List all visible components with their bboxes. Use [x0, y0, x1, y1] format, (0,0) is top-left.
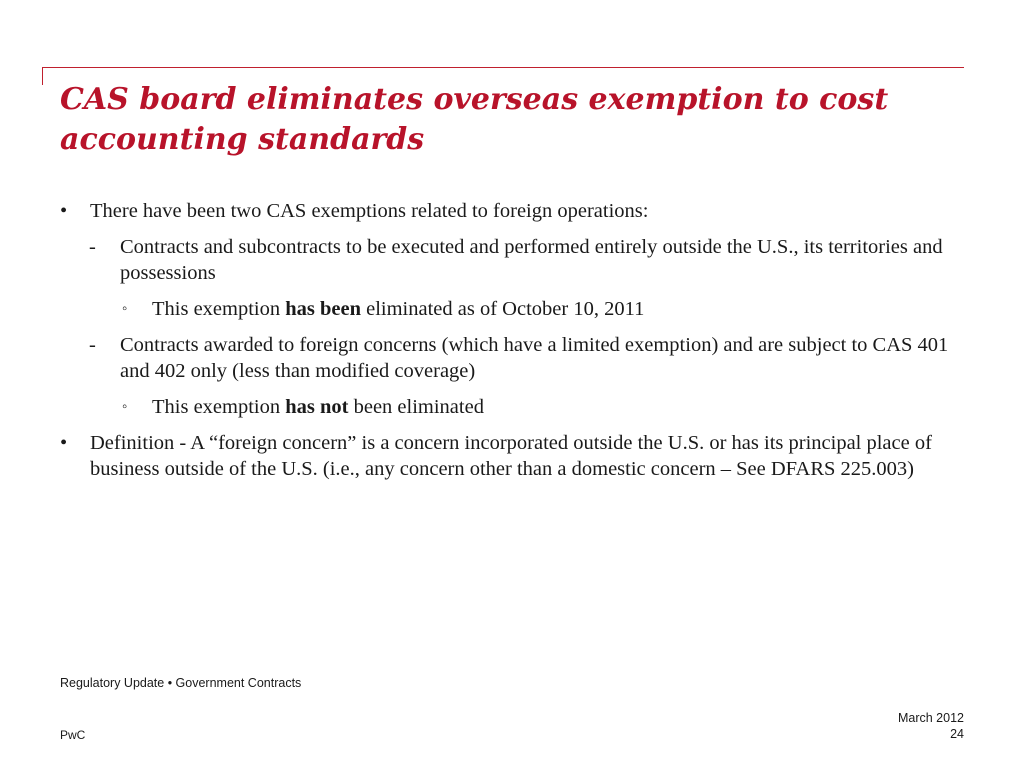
note-text-bold: has not [285, 396, 349, 418]
footer-date-block [898, 710, 964, 742]
bullet-item [60, 198, 965, 224]
sub-bullet-item [60, 332, 965, 384]
sub-bullet-text: Contracts and subcontracts to be executed and performed entirely outside the U.S., its territories and possessions [120, 236, 943, 284]
bullet-marker: • [60, 200, 68, 222]
note-text-pre: This exemption [152, 396, 286, 418]
dash-marker: - [89, 236, 96, 258]
brand-label: PwC [60, 728, 86, 742]
slide-body [60, 198, 965, 492]
note-text-post: been eliminated [348, 396, 484, 418]
note-text-post: eliminated as of October 10, 2011 [361, 298, 645, 320]
bullet-marker: • [60, 432, 68, 454]
dash-marker: - [89, 334, 96, 356]
note-text-bold: has been [285, 298, 361, 320]
footer-date: March 2012 [897, 711, 964, 725]
sub-sub-bullet-item [60, 394, 965, 420]
slide-title: CAS board eliminates overseas exemption to cost accounting standards [60, 82, 889, 157]
header-rule-horizontal [42, 67, 964, 68]
footer-section-label: Regulatory Update • Government Contracts [60, 676, 302, 690]
bullet-item [60, 430, 965, 482]
note-text-pre: This exemption [152, 298, 286, 320]
header-rule-vertical [42, 67, 43, 85]
page-number: 24 [950, 727, 964, 741]
sub-bullet-item [60, 234, 965, 286]
ring-marker: ◦ [122, 301, 128, 317]
sub-bullet-text: Contracts awarded to foreign concerns (which have a limited exemption) and are subject to CAS 401 and 402 only (less than modified coverage) [120, 334, 949, 382]
ring-marker: ◦ [122, 399, 128, 415]
bullet-text: There have been two CAS exemptions related to foreign operations: [90, 200, 649, 222]
bullet-text: Definition - A “foreign concern” is a concern incorporated outside the U.S. or has its principal place of business outside of the U.S. (i.e., any concern other than a domestic concern – See DFARS 225.003) [90, 432, 932, 480]
sub-sub-bullet-item [60, 296, 965, 322]
